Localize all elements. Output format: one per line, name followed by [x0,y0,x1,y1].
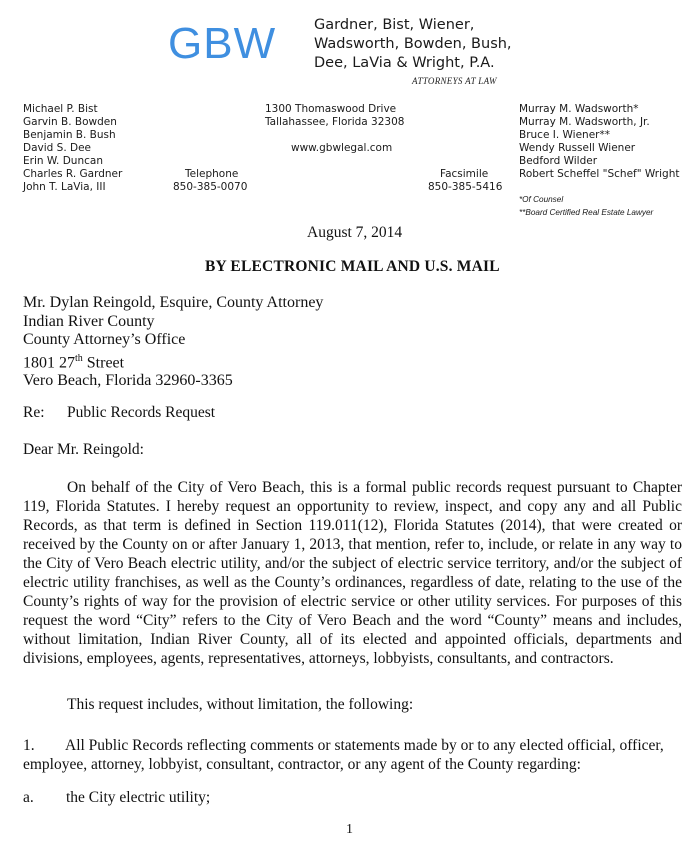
address-line: Tallahassee, Florida 32308 [265,116,405,128]
re-line [23,404,215,422]
partner-name: Benjamin B. Bush [23,129,116,141]
firm-subtitle: ATTORNEYS AT LAW [412,76,497,86]
partner-name: David S. Dee [23,142,91,154]
partner-name: Murray M. Wadsworth* [519,103,639,115]
telephone-number: 850-385-0070 [173,181,248,193]
facsimile-label: Facsimile [440,168,489,180]
right-partners-list [519,103,679,181]
recipient-line: Indian River County [23,312,155,330]
delivery-method-heading: BY ELECTRONIC MAIL AND U.S. MAIL [205,258,500,275]
partner-name: Garvin B. Bowden [23,116,117,128]
subitem-label: a. [23,789,34,806]
firm-name-line: Wadsworth, Bowden, Bush, [314,36,512,52]
address-line: 1300 Thomaswood Drive [265,103,397,115]
firm-name-line: Gardner, Bist, Wiener, [314,17,475,33]
recipient-line: Vero Beach, Florida 32960-3365 [23,372,233,390]
item-text: All Public Records reflecting comments or statements made by or to any elected official, officer, employee, attorney, lobbyist, consultant, contractor, or any agent of the County regarding: [23,737,664,773]
partner-name: Erin W. Duncan [23,155,103,167]
partner-name: Wendy Russell Wiener [519,142,636,154]
partner-name: Bedford Wilder [519,155,598,167]
recipient-address [23,294,323,391]
firm-logo: GBW [168,19,277,68]
recipient-line: County Attorney’s Office [23,331,186,348]
request-item-1 [23,736,688,774]
firm-name-line: Dee, LaVia & Wright, P.A. [314,55,495,71]
firm-website[interactable]: www.gbwlegal.com [291,142,393,154]
partner-name: John T. LaVia, III [23,181,106,193]
subitem-text: the City electric utility; [66,789,211,806]
recipient-line: Mr. Dylan Reingold, Esquire, County Attorney [23,294,324,311]
body-paragraph-2: This request includes, without limitation, the following: [67,696,414,713]
left-partners-list [23,103,122,194]
ordinal-suffix: th [75,352,83,364]
page-number: 1 [346,822,353,837]
request-subitem-a [23,789,210,807]
street-number: 1801 27 [23,353,75,371]
item-number: 1. [23,737,35,754]
partner-name: Bruce I. Wiener** [519,129,610,141]
body-paragraph-1: On behalf of the City of Vero Beach, this is a formal public records request pursuant to Chapter 119, Florida Statutes. I hereby request an opportunity to review, inspect, and copy any and all Public Records, as that term is defined in Section 119.011(12), Florida Statutes (2014), that were created or received by the County on or after January 1, 2013, that mention, refer to, include, or relate in any way to the City of Vero Beach electric utility, and/or the subject of electric service territory, and/or the subject of electric utility franchises, as well as the County’s ordinances, regardless of date, relating to the use of the County’s rights of way for the provision of electric service or other utility services. For purposes of this request the word “City” refers to the City of Vero Beach and the word “County” means and includes, without limitation, Indian River County, all of its elected and appointed officials, departments and divisions, employees, agents, representatives, attorneys, lobbyists, consultants, and contractors. [23,479,682,667]
re-label: Re: [23,404,45,421]
firm-name [314,16,512,73]
letter-date: August 7, 2014 [307,224,403,241]
recipient-street-line [23,350,323,373]
partner-name: Charles R. Gardner [23,168,123,180]
footnote-board-certified: **Board Certified Real Estate Lawyer [519,208,654,217]
partner-name: Robert Scheffel "Schef" Wright [519,168,680,180]
partner-name: Murray M. Wadsworth, Jr. [519,116,650,128]
re-subject: Public Records Request [67,404,216,421]
facsimile-number: 850-385-5416 [428,181,503,193]
footnote-of-counsel: *Of Counsel [519,195,564,204]
salutation: Dear Mr. Reingold: [23,441,144,458]
partner-name: Michael P. Bist [23,103,98,115]
telephone-label: Telephone [185,168,239,180]
street-name: Street [82,353,125,371]
firm-address [265,103,404,129]
